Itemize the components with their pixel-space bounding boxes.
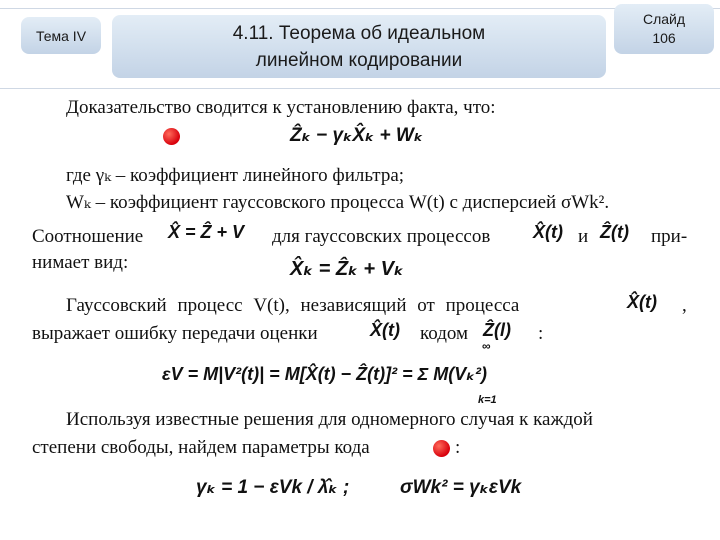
slide-number-badge bbox=[614, 4, 714, 54]
relation-text-d: нимает вид: bbox=[32, 252, 129, 273]
relation-and: и bbox=[578, 226, 589, 247]
para2-comma: , bbox=[682, 295, 687, 316]
topic-badge bbox=[21, 17, 101, 54]
slide-number: 106 bbox=[652, 30, 676, 46]
para2-z: Ẑ(l) bbox=[483, 320, 511, 340]
slide-label: Слайд bbox=[642, 11, 686, 27]
header-decoration-line bbox=[0, 8, 720, 9]
topic-label: Тема IV bbox=[35, 27, 87, 44]
sum-upper-limit: ∞ bbox=[482, 339, 491, 353]
para2-text-a: Гауссовский процесс V(t), независящий от процесса bbox=[66, 295, 520, 316]
intro-text: Доказательство сводится к установлению факта, что: bbox=[66, 97, 496, 118]
relation-z: Ẑ(t) bbox=[600, 222, 629, 242]
relation-x: X̂(t) bbox=[533, 222, 563, 242]
bullet-dot bbox=[163, 128, 180, 145]
definition-w: Wₖ – коэффициент гауссовского процесса W(t) с дисперсией σWk². bbox=[66, 192, 610, 213]
equation-4: γₖ = 1 − εVk / λ̂ₖ ; bbox=[196, 477, 350, 498]
para2-text-b: выражает ошибку передачи оценки bbox=[32, 323, 318, 344]
para3-text-b: степени свободы, найдем параметры кода bbox=[32, 437, 370, 458]
para2-x2: X̂(t) bbox=[370, 320, 400, 340]
equation-5: σWk² = γₖεVk bbox=[400, 477, 522, 498]
equation-3: εV = M|V²(t)| = M[X̂(t) − Ẑ(t)]² = Σ M(Vₖ²) bbox=[162, 364, 488, 384]
slide-title-text: 4.11. Теорема об идеальном линейном кодировании bbox=[232, 22, 486, 71]
para2-text-c: кодом bbox=[420, 323, 469, 344]
bullet-dot bbox=[433, 440, 450, 457]
relation-equation: X̂ = Ẑ + V bbox=[168, 222, 245, 242]
equation-2: X̂ₖ = Ẑₖ + Vₖ bbox=[290, 258, 404, 280]
para2-colon: : bbox=[538, 323, 544, 344]
sum-lower-limit: k=1 bbox=[478, 394, 497, 406]
para3-colon: : bbox=[455, 437, 461, 458]
definition-gamma: где γₖ – коэффициент линейного фильтра; bbox=[66, 165, 405, 186]
para3-text-a: Используя известные решения для одномерного случая к каждой bbox=[66, 409, 593, 430]
para2-x: X̂(t) bbox=[627, 292, 657, 312]
slide-title bbox=[112, 15, 606, 78]
relation-text-c: при- bbox=[651, 226, 688, 247]
equation-1: Ẑₖ − γₖX̂ₖ + Wₖ bbox=[290, 125, 424, 146]
header-decoration-line bbox=[0, 88, 720, 89]
relation-text-a: Соотношение bbox=[32, 226, 144, 247]
relation-text-b: для гауссовских процессов bbox=[272, 226, 491, 247]
